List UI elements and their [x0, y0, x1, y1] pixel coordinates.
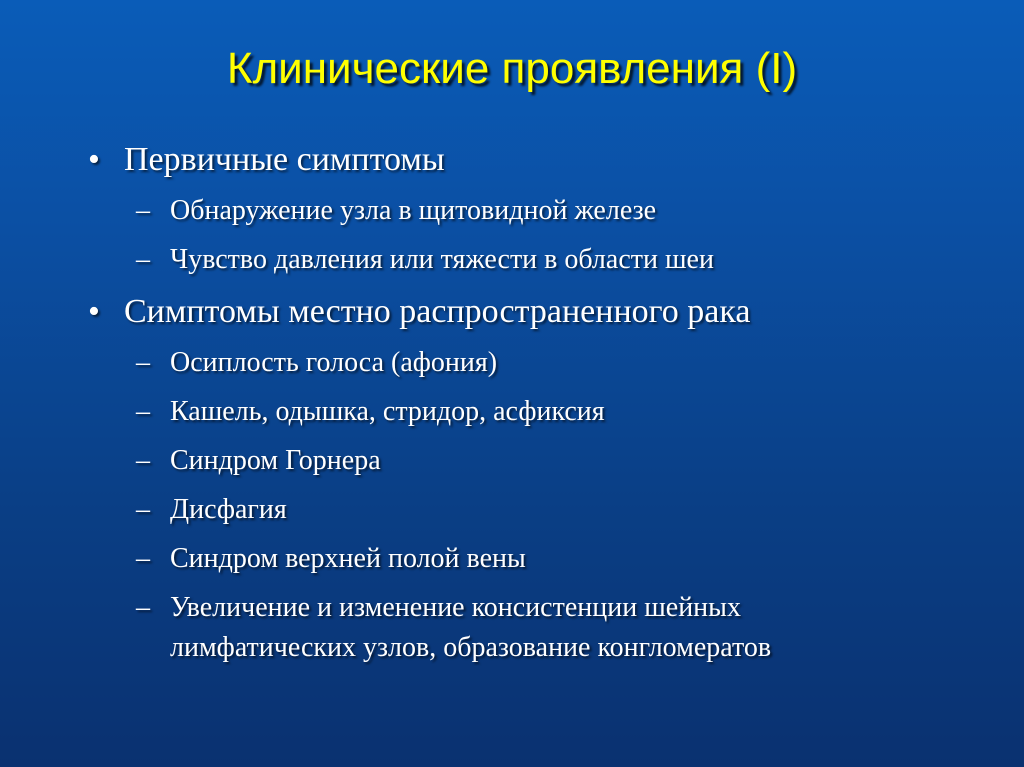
- sub-item-text: Дисфагия: [170, 494, 287, 525]
- sub-item: [88, 392, 988, 432]
- bullet-text: Симптомы местно распространенного рака: [124, 293, 751, 330]
- sub-item: [88, 441, 988, 481]
- bullet-item-primary-symptoms: [88, 138, 988, 182]
- dash-marker: –: [136, 592, 150, 623]
- dash-marker: –: [136, 445, 150, 476]
- sub-item: [88, 588, 930, 668]
- bullet-marker: •: [88, 141, 100, 178]
- sub-item-text: Синдром Горнера: [170, 445, 381, 476]
- sub-item: [88, 240, 988, 280]
- sub-item-text: Осиплость голоса (афония): [170, 347, 498, 378]
- bullet-marker: •: [88, 293, 100, 330]
- sub-item-text: Увеличение и изменение консистенции шейных лимфатических узлов, образование конгломератов: [170, 592, 772, 663]
- sub-item: [88, 490, 988, 530]
- dash-marker: –: [136, 195, 150, 226]
- bullet-item-local-cancer-symptoms: [88, 290, 988, 334]
- bullet-text: Первичные симптомы: [124, 141, 445, 178]
- dash-marker: –: [136, 347, 150, 378]
- sub-item-text: Кашель, одышка, стридор, асфиксия: [170, 396, 605, 427]
- sub-item-text: Чувство давления или тяжести в области шеи: [170, 244, 714, 275]
- sub-item: [88, 539, 988, 579]
- sub-item: [88, 191, 988, 231]
- sub-item-text: Обнаружение узла в щитовидной железе: [170, 195, 657, 226]
- slide-title: Клинические проявления (I): [226, 44, 798, 93]
- bullet-list: [88, 138, 988, 668]
- sub-item: [88, 343, 988, 383]
- sub-list-local: [88, 343, 988, 668]
- dash-marker: –: [136, 244, 150, 275]
- dash-marker: –: [136, 396, 150, 427]
- dash-marker: –: [136, 494, 150, 525]
- dash-marker: –: [136, 543, 150, 574]
- sub-item-text: Синдром верхней полой вены: [170, 543, 526, 574]
- sub-list-primary: [88, 191, 988, 280]
